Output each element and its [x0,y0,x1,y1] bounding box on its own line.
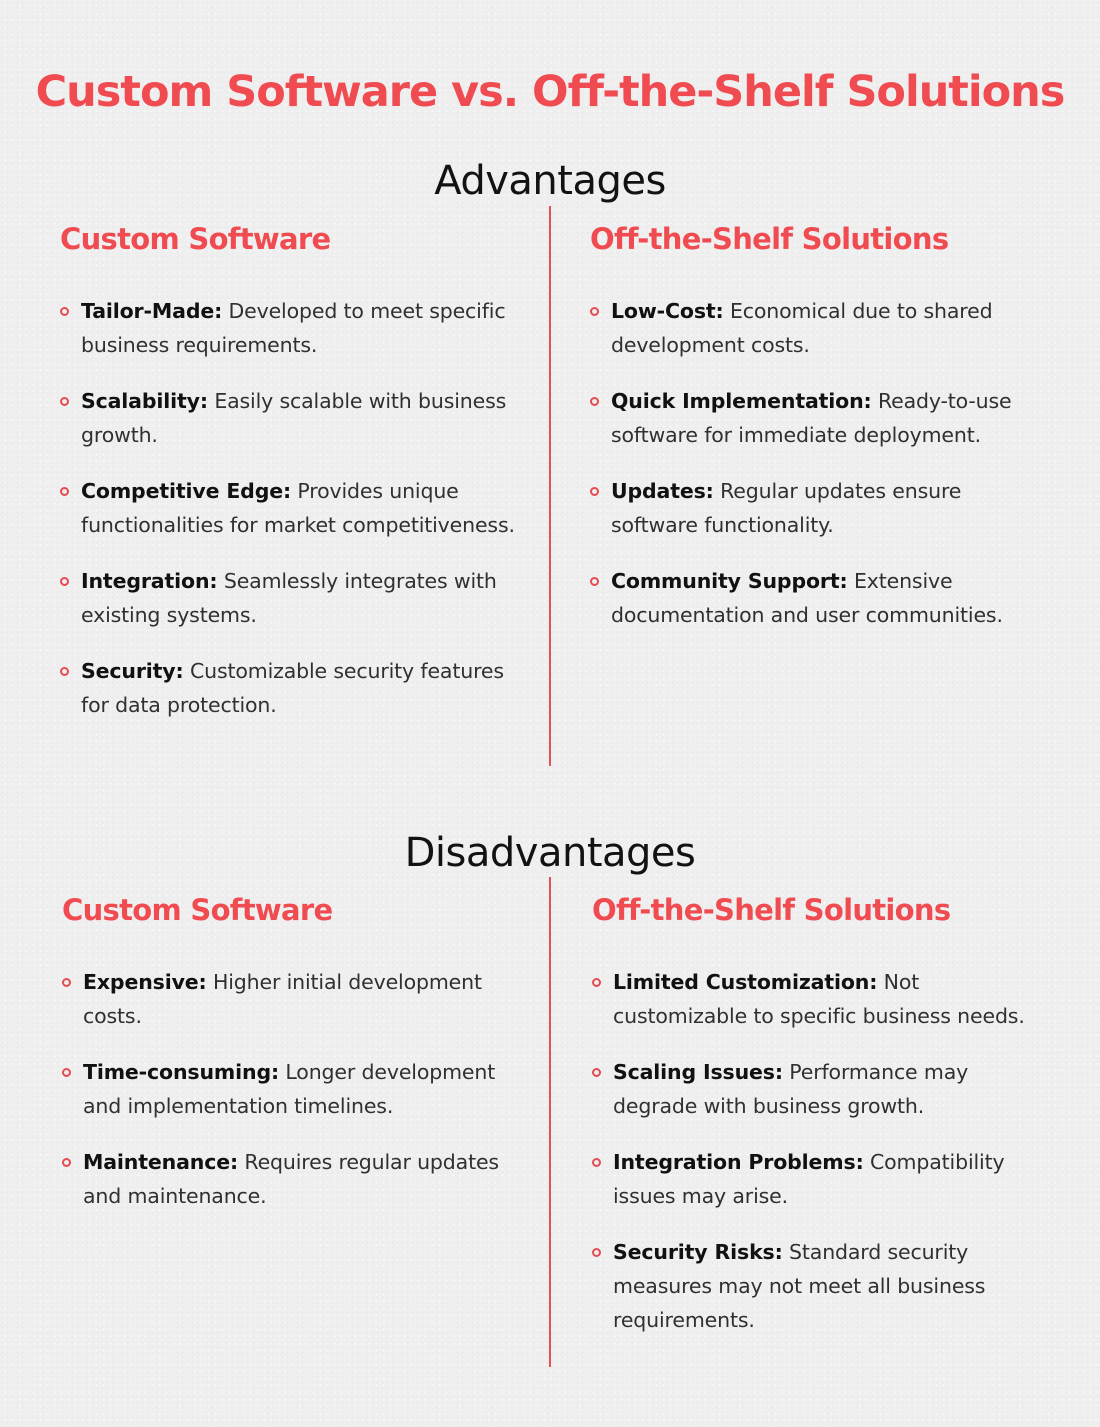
item-text: Seamlessly integrates with existing systems. [81,569,497,627]
list-item [60,384,515,452]
item-text: Economical due to shared development costs. [611,299,993,357]
disadvantages-custom-column [62,891,517,1235]
item-label: Updates: [611,479,714,503]
bullet-icon [590,307,599,316]
disadvantages-shelf-heading: Off-the-Shelf Solutions [592,893,951,927]
item-label: Competitive Edge: [81,479,292,503]
item-text: Customizable security features for data protection. [81,659,504,717]
list-item [590,294,1045,362]
item-text: Ready-to-use software for immediate deployment. [611,389,1012,447]
list-item [62,1145,517,1213]
advantages-heading: Advantages [434,158,666,205]
advantages-shelf-heading: Off-the-Shelf Solutions [590,222,949,256]
disadvantages-heading: Disadvantages [404,830,696,877]
advantages-custom-column [60,220,515,744]
list-item [592,1235,1047,1337]
disadvantages-divider [549,877,551,1367]
item-text: Regular updates ensure software functionality. [611,479,962,537]
item-label: Security Risks: [613,1240,783,1264]
item-label: Integration: [81,569,218,593]
item-label: Maintenance: [83,1150,239,1174]
list-item [592,1055,1047,1123]
bullet-icon [60,667,69,676]
item-text: Not customizable to specific business needs. [613,970,1025,1028]
bullet-icon [60,577,69,586]
bullet-icon [62,978,71,987]
list-item [62,965,517,1033]
list-item [590,564,1045,632]
item-text: Provides unique functionalities for market competitiveness. [81,479,515,537]
list-item [60,654,515,722]
item-label: Integration Problems: [613,1150,864,1174]
bullet-icon [62,1158,71,1167]
advantages-custom-heading: Custom Software [60,222,331,256]
list-item [592,965,1047,1033]
bullet-icon [592,978,601,987]
item-label: Security: [81,659,184,683]
list-item [590,474,1045,542]
item-text: Performance may degrade with business growth. [613,1060,969,1118]
item-label: Scaling Issues: [613,1060,783,1084]
advantages-divider [549,206,551,766]
bullet-icon [60,307,69,316]
bullet-icon [590,487,599,496]
item-text: Easily scalable with business growth. [81,389,507,447]
list-item [60,294,515,362]
list-item [62,1055,517,1123]
item-text: Extensive documentation and user communities. [611,569,1003,627]
list-item [60,474,515,542]
item-label: Low-Cost: [611,299,724,323]
bullet-icon [592,1248,601,1257]
item-text: Developed to meet specific business requirements. [81,299,506,357]
item-text: Requires regular updates and maintenance. [83,1150,499,1208]
item-label: Tailor-Made: [81,299,223,323]
disadvantages-custom-heading: Custom Software [62,893,333,927]
list-item [60,564,515,632]
item-label: Time-consuming: [83,1060,280,1084]
list-item [592,1145,1047,1213]
bullet-icon [60,397,69,406]
advantages-shelf-column [590,220,1045,654]
page-title: Custom Software vs. Off-the-Shelf Solutions [35,66,1065,117]
item-label: Expensive: [83,970,207,994]
bullet-icon [592,1158,601,1167]
item-label: Quick Implementation: [611,389,872,413]
bullet-icon [592,1068,601,1077]
list-item [590,384,1045,452]
disadvantages-shelf-column [592,891,1047,1359]
item-text: Longer development and implementation timelines. [83,1060,496,1118]
bullet-icon [60,487,69,496]
item-label: Community Support: [611,569,848,593]
bullet-icon [590,577,599,586]
item-text: Standard security measures may not meet all business requirements. [613,1240,986,1332]
item-label: Limited Customization: [613,970,878,994]
item-text: Compatibility issues may arise. [613,1150,1005,1208]
item-label: Scalability: [81,389,208,413]
bullet-icon [62,1068,71,1077]
bullet-icon [590,397,599,406]
item-text: Higher initial development costs. [83,970,482,1028]
